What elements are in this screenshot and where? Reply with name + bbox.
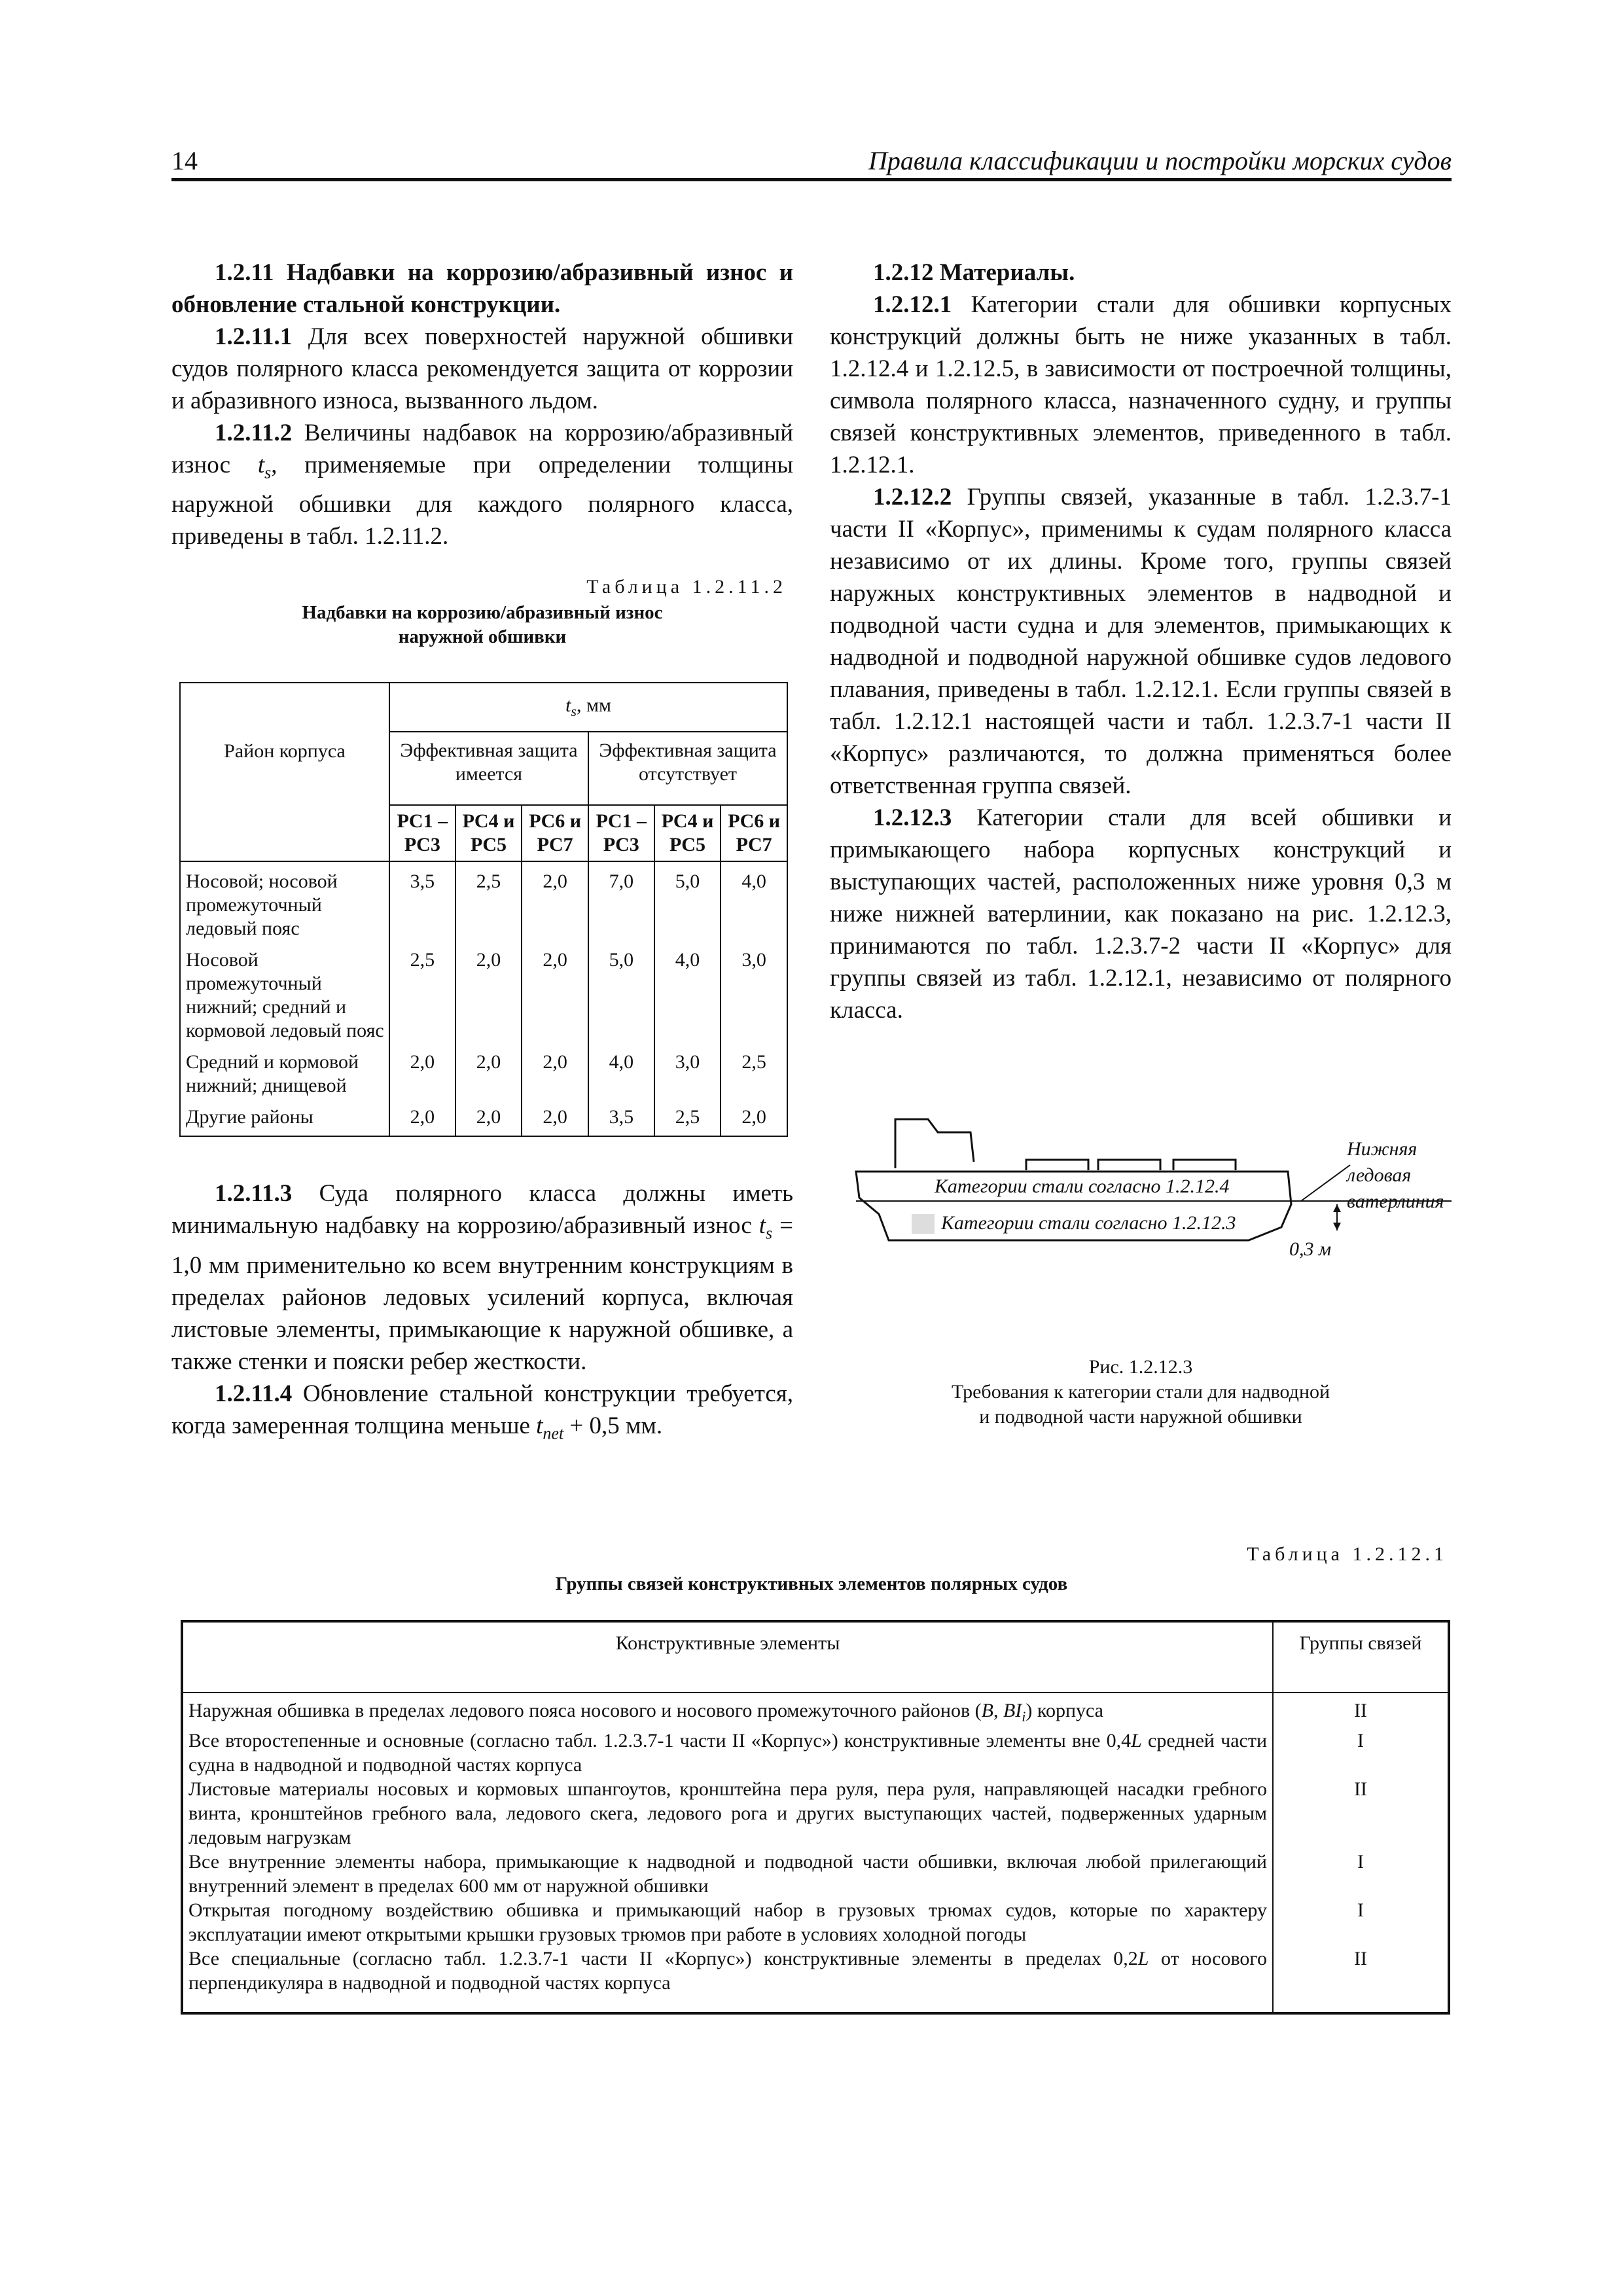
section-heading-1-2-12 — [830, 257, 1452, 289]
class-header: PC4 и PC5 — [455, 805, 522, 861]
heading-number: 1.2.11 — [215, 259, 274, 286]
para-number: 1.2.11.4 — [215, 1380, 293, 1407]
class-header: PC6 и PC7 — [522, 805, 588, 861]
paragraph-1-2-11-2 — [171, 417, 793, 552]
para-text: Категории стали для обшивки корпусных конструкций должны быть не ниже указанных в табл. 1.2.12.4 и 1.2.12.5, в зависимости от построечной толщины, символа полярного класса, назначенного судну, и группы связей конструктивных элементов, приведенного в табл. 1.2.12.1. — [830, 291, 1452, 478]
label-upper-zone: Категории стали согласно 1.2.12.4 — [935, 1175, 1230, 1197]
class-header: PC4 и PC5 — [654, 805, 721, 861]
element-symbol: BI — [1003, 1700, 1022, 1721]
para-number: 1.2.11.3 — [215, 1180, 293, 1208]
region-cell: Средний и кормовой нижний; днищевой — [180, 1047, 389, 1102]
value-cell: 2,0 — [522, 861, 588, 944]
left-column — [171, 257, 793, 1449]
paragraph-1-2-11-3 — [171, 1177, 793, 1377]
element-symbol: L — [1131, 1730, 1142, 1751]
superstructure — [895, 1119, 974, 1168]
value-cell: 5,0 — [654, 861, 721, 944]
value-cell: 2,0 — [389, 1102, 455, 1136]
element-cell — [182, 1729, 1273, 1777]
element-text: ) корпуса — [1026, 1700, 1103, 1721]
section-heading-1-2-11 — [171, 257, 793, 321]
table-title-line: наружной обшивки — [398, 626, 567, 648]
element-text: Наружная обшивка в пределах ледового пояса носового и носового промежуточного районов ( — [188, 1700, 982, 1721]
lower-zone — [912, 1214, 935, 1234]
deck-house — [1173, 1160, 1236, 1170]
table-row — [182, 1729, 1449, 1777]
element-cell: Листовые материалы носовых и кормовых шпангоутов, кронштейна пера руля, пера руля, направляющей насадки гребного винта, кронштейнов гребного вала, ледового скега, ледового рога и других выступающих частей, подверженных ударным ледовым нагрузкам — [182, 1777, 1273, 1850]
symbol: t — [257, 452, 265, 478]
table-title: Группы связей конструктивных элементов полярных судов — [555, 1573, 1068, 1594]
heading-number: 1.2.12 — [873, 259, 934, 286]
para-text: Обновление стальной конструкции требуется, когда замеренная толщина меньше — [171, 1380, 794, 1439]
para-text: Категории стали для всей обшивки и примыкающего набора корпусных конструкций и выступающих частей, расположенных ниже уровня 0,3 м ниже нижней ватерлинии, как показано на рис. 1.2.12.3, принимаются по табл. 1.2.3.7-2 части II «Корпус» для группы связей из табл. 1.2.12.1, независимо от полярного класса. — [830, 804, 1452, 1024]
figure-caption — [830, 1355, 1452, 1429]
deck-house — [1098, 1160, 1160, 1170]
group-cell: II — [1273, 1946, 1449, 2013]
page-number: 14 — [171, 146, 198, 175]
value-cell: 4,0 — [588, 1047, 654, 1102]
table-title-line: Надбавки на коррозию/абразивный износ — [302, 602, 663, 624]
para-text: Для всех поверхностей наружной обшивки судов полярного класса рекомендуется защита от коррозии и абразивного износа, вызванного льдом. — [171, 323, 794, 414]
element-text: Все специальные (согласно табл. 1.2.3.7-1 части II «Корпус») конструктивные элементы в пределах 0,2 — [188, 1948, 1138, 1969]
value-cell: 2,5 — [654, 1102, 721, 1136]
value-cell: 3,0 — [721, 944, 787, 1047]
value-cell: 3,5 — [389, 861, 455, 944]
leader-line — [1301, 1165, 1350, 1201]
para-text: Величины надбавок на коррозию/абразивный износ — [171, 420, 793, 478]
para-number: 1.2.12.3 — [873, 804, 952, 831]
paragraph-1-2-11-4 — [171, 1378, 793, 1449]
group-cell: I — [1273, 1729, 1449, 1777]
value-cell: 3,0 — [654, 1047, 721, 1102]
symbol-subscript: net — [543, 1424, 564, 1443]
symbol-subscript: s — [766, 1223, 773, 1243]
structural-groups-table — [181, 1620, 1450, 2015]
class-header: PC1 – PC3 — [389, 805, 455, 861]
label-waterline-line: ватерлиния — [1347, 1191, 1444, 1212]
region-cell: Носовой; носовой промежуточный ледовый пояс — [180, 861, 389, 944]
group-cell: I — [1273, 1850, 1449, 1898]
value-cell: 7,0 — [588, 861, 654, 944]
class-header: PC1 – PC3 — [588, 805, 654, 861]
figure-1-2-12-3 — [830, 1100, 1452, 1427]
structural-groups-table-wrap — [181, 1620, 1450, 2015]
para-text: = 1,0 мм применительно ко всем внутренним конструкциям в пределах районов ледовых усилений корпуса, включая листовые элементы, примыкающие к наружной обшивке, а также стенки и пояски ребер жесткости. — [171, 1212, 794, 1375]
value-cell: 4,0 — [721, 861, 787, 944]
paragraph-1-2-12-2 — [830, 481, 1452, 802]
table-caption: Таблица 1.2.11.2 — [586, 576, 787, 598]
para-number: 1.2.12.2 — [873, 484, 952, 511]
unit: , мм — [576, 694, 611, 717]
para-text: Суда полярного класса должны иметь минимальную надбавку на коррозию/абразивный износ — [171, 1180, 794, 1240]
value-cell: 2,0 — [389, 1047, 455, 1102]
label-waterline-line: ледовая — [1347, 1164, 1412, 1186]
table-row — [182, 1777, 1449, 1850]
para-number: 1.2.11.1 — [215, 323, 293, 350]
group-cell: II — [1273, 1777, 1449, 1850]
value-cell: 2,5 — [389, 944, 455, 1047]
value-cell: 2,0 — [721, 1102, 787, 1136]
element-cell: Открытая погодному воздействию обшивка и примыкающий набор в грузовых трюмах судов, которые по характеру эксплуатации имеют открытыми крышки грузовых трюмов при работе в условиях холодной погоды — [182, 1898, 1273, 1946]
table-row — [182, 1850, 1449, 1898]
corrosion-allowance-table — [179, 682, 788, 1137]
group-header-protected: Эффективная защита имеется — [389, 732, 588, 805]
element-cell — [182, 1946, 1273, 2013]
para-number: 1.2.12.1 — [873, 291, 952, 318]
class-header: PC6 и PC7 — [721, 805, 787, 861]
para-text: , применяемые при определении толщины наружной обшивки для каждого полярного класса, приведены в табл. 1.2.11.2. — [171, 452, 794, 550]
value-cell: 5,0 — [588, 944, 654, 1047]
table-row — [182, 1693, 1449, 1729]
symbol: t — [758, 1212, 766, 1240]
col-header-region — [180, 683, 389, 861]
symbol: t — [536, 1412, 543, 1439]
element-text: от носового перпендикуляра в надводной и подводной частях корпуса — [188, 1948, 1267, 1994]
element-text: средней части судна в надводной и подводной частях корпуса — [188, 1730, 1267, 1776]
deck-house — [1026, 1160, 1088, 1170]
value-cell: 2,0 — [455, 1102, 522, 1136]
figure-caption-line: и подводной части наружной обшивки — [979, 1406, 1302, 1427]
element-text: Все второстепенные и основные (согласно табл. 1.2.3.7-1 части II «Корпус») конструктивные элементы вне 0,4 — [188, 1730, 1132, 1751]
paragraph-1-2-12-1 — [830, 289, 1452, 481]
symbol: t — [565, 694, 571, 717]
heading-text: Материалы. — [939, 259, 1075, 286]
label-lower-zone: Категории стали согласно 1.2.12.3 — [941, 1212, 1236, 1234]
value-cell: 2,0 — [522, 1102, 588, 1136]
table-title — [171, 601, 793, 649]
col-header-groups: Группы связей — [1273, 1621, 1449, 1693]
col-header-elements: Конструктивные элементы — [182, 1621, 1273, 1693]
value-cell: 4,0 — [654, 944, 721, 1047]
table-caption: Таблица 1.2.12.1 — [1247, 1543, 1448, 1565]
table-row — [182, 1946, 1449, 2013]
group-header-unprotected: Эффективная защита отсутствует — [588, 732, 787, 805]
depth-arrow-head — [1333, 1223, 1341, 1230]
col-header-ts — [389, 683, 787, 732]
col-header-text: Район корпуса — [224, 740, 346, 762]
para-number: 1.2.11.2 — [215, 420, 293, 446]
paragraph-1-2-11-1 — [171, 321, 793, 417]
element-symbol: B — [981, 1700, 993, 1721]
value-cell: 2,0 — [455, 1047, 522, 1102]
region-cell: Другие районы — [180, 1102, 389, 1136]
heading-text: Надбавки на коррозию/абразивный износ и обновление стальной конструкции. — [171, 259, 793, 318]
table-row — [180, 1102, 787, 1136]
value-cell: 2,0 — [522, 944, 588, 1047]
value-cell: 3,5 — [588, 1102, 654, 1136]
element-symbol: L — [1137, 1948, 1149, 1969]
group-cell: II — [1273, 1693, 1449, 1729]
value-cell: 2,5 — [721, 1047, 787, 1102]
header-rule — [171, 178, 1452, 181]
label-depth: 0,3 м — [1289, 1238, 1332, 1260]
symbol-subscript: s — [571, 703, 577, 720]
running-title: Правила классификации и постройки морских судов — [868, 146, 1452, 175]
value-cell: 2,0 — [522, 1047, 588, 1102]
element-cell — [182, 1693, 1273, 1729]
group-cell: I — [1273, 1898, 1449, 1946]
figure-caption-line: Требования к категории стали для надводной — [951, 1381, 1330, 1403]
depth-arrow-head — [1333, 1204, 1341, 1212]
para-text: + 0,5 мм. — [569, 1412, 663, 1439]
element-subscript: i — [1022, 1708, 1026, 1725]
table-row — [180, 861, 787, 944]
table-row — [182, 1898, 1449, 1946]
paragraph-1-2-12-3 — [830, 802, 1452, 1026]
element-cell: Все внутренние элементы набора, примыкающие к надводной и подводной части обшивки, включая любой прилегающий внутренний элемент в пределах 600 мм от наружной обшивки — [182, 1850, 1273, 1898]
symbol-subscript: s — [264, 463, 272, 482]
table-row — [180, 944, 787, 1047]
para-text: Группы связей, указанные в табл. 1.2.3.7-1 части II «Корпус», применимы к судам полярного класса независимо от их длины. Кроме того, группы связей наружных конструктивных элементов в надводной и подводной части судна и для элементов, примыкающих к надводной и подводной наружной обшивке судов ледового плавания, приведены в табл. 1.2.12.1. Если группы связей в табл. 1.2.12.1 настоящей части и табл. 1.2.3.7-1 части II «Корпус» различаются, то должна применяться более ответственная группа связей. — [830, 484, 1452, 799]
right-column — [830, 257, 1452, 1026]
label-waterline-line: Нижняя — [1347, 1138, 1418, 1160]
table-row — [180, 1047, 787, 1102]
value-cell: 2,5 — [455, 861, 522, 944]
figure-number: Рис. 1.2.12.3 — [1088, 1356, 1193, 1378]
label-waterline — [1347, 1136, 1444, 1215]
region-cell: Носовой промежуточный нижний; средний и кормовой ледовый пояс — [180, 944, 389, 1047]
value-cell: 2,0 — [455, 944, 522, 1047]
element-text: , — [993, 1700, 1003, 1721]
